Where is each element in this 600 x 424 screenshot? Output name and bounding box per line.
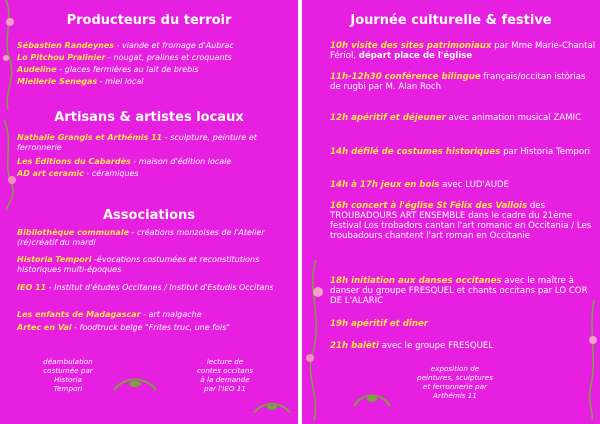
note-line: contes occitans [197, 366, 253, 375]
event-title: conférence bilingue [381, 72, 481, 82]
producer-name: Audeline [17, 65, 57, 74]
event-detail: avec le maître à danser du groupe FRESQUEL et chants occitans par LO COR DE L'ALARIC [330, 276, 588, 306]
list-item [17, 157, 297, 167]
list-item [17, 169, 297, 179]
event-time: 14h à 17h [330, 180, 378, 190]
association-desc: - Institut d'études Occitanes / Institut d'Estudis Occitans [46, 283, 274, 292]
event-time: 16h [330, 201, 349, 211]
association-name: Les enfants de Madagascar [17, 310, 141, 319]
note-line: peintures, sculptures [417, 373, 493, 382]
list-item [17, 310, 297, 320]
artisan-name: Nathalie Grangis et Arthémis 11 [17, 133, 163, 142]
event-time: 18h [330, 276, 349, 286]
artisans-heading: Artisans & artistes locaux [54, 110, 244, 125]
event-time: 21h [330, 341, 349, 351]
event-item [330, 276, 598, 306]
list-item [17, 53, 297, 63]
event-detail: avec animation musical ZAMIC [445, 113, 582, 123]
note-line: Arthémis 11 [433, 391, 477, 400]
association-name: Artec en Val [17, 323, 72, 332]
journee-heading: Journée culturelle & festive [350, 13, 552, 28]
note-line: et ferronnerie par [423, 382, 487, 391]
event-item [330, 201, 598, 241]
event-time: 10h [330, 41, 349, 51]
association-name: IEO 11 [17, 283, 47, 292]
event-detail: avec LUD'AUDE [439, 180, 510, 190]
event-detail: par Historia Tempori [500, 147, 591, 157]
producer-name: Lo Pitchou Pralinier [17, 53, 106, 62]
artisan-desc: - céramiques [83, 169, 139, 178]
event-time: 11h-12h30 [330, 72, 382, 82]
event-item [330, 180, 598, 190]
leaf-ornament-icon [112, 372, 158, 394]
note-line: Tempori [53, 384, 83, 393]
event-item [330, 113, 598, 123]
note-line: Historia [54, 375, 82, 384]
event-title: défilé de costumes historiques [348, 147, 501, 157]
list-item [17, 323, 297, 333]
event-detail: français/occitan istòrias de rugbi par M. Alan Roch [330, 72, 586, 92]
event-title: apéritif et dîner [348, 319, 429, 329]
event-item [330, 319, 598, 329]
event-detail: avec le groupe FRESQUEL [378, 341, 494, 351]
list-item [17, 133, 279, 153]
association-desc: - foodtruck belge "Frites truc, une fois" [71, 323, 230, 332]
lecture-note [180, 357, 270, 393]
association-desc: - art malgache [140, 310, 202, 319]
association-name: Bibliothèque communale [17, 228, 129, 237]
note-line: déambulation [43, 357, 93, 366]
deambulation-note [28, 357, 108, 393]
event-detail: des TROUBADOURS ART ENSEMBLE dans le cadre du 21ème festival Los trobadors cantan l'art romanic en Occitania / Les troubadours chantent l'art roman en Occitanie [330, 201, 592, 241]
event-time: 19h [330, 319, 349, 329]
list-item [17, 41, 297, 51]
floral-ornament-icon [302, 260, 328, 420]
note-line: lecture de [206, 357, 244, 366]
list-item [17, 255, 289, 275]
note-line: exposition de [430, 364, 480, 373]
artisan-name: Les Éditions du Cabardès [17, 157, 131, 166]
leaf-ornament-icon [252, 395, 292, 417]
event-title: initiation aux danses occitanes [348, 276, 502, 286]
note-line: costumée par [43, 366, 93, 375]
producer-desc: - viande et fromage d'Aubrac [114, 41, 234, 50]
event-title: concert à l'église St Félix des Vallois [348, 201, 528, 211]
producteurs-heading: Producteurs du terroir [66, 13, 232, 28]
list-item [17, 65, 297, 75]
event-time: 14h [330, 147, 349, 157]
event-item [330, 72, 598, 92]
floral-ornament-icon [0, 0, 20, 110]
associations-heading: Associations [103, 208, 195, 223]
floral-ornament-icon [586, 300, 600, 420]
event-item [330, 41, 598, 61]
event-title: visite des sites patrimoniaux [348, 41, 492, 51]
producer-desc: - nougat, pralines et croquants [105, 53, 232, 62]
leaf-ornament-icon [352, 386, 392, 410]
note-line: à la demande [200, 375, 250, 384]
event-item [330, 147, 598, 157]
event-item [330, 341, 598, 351]
event-title: balèti [348, 341, 379, 351]
producer-name: Sébastien Randeynes [17, 41, 115, 50]
artisan-name: AD art ceramic [17, 169, 84, 178]
association-name: Historia Tempori [17, 255, 92, 264]
event-title: apéritif et déjeuner [348, 113, 446, 123]
event-detail-bold: départ place de l'église [358, 51, 473, 61]
list-item [17, 283, 289, 293]
producer-desc: - miel local [97, 77, 144, 86]
exposition-note [400, 364, 510, 400]
list-item [17, 77, 297, 87]
floral-ornament-icon [0, 120, 22, 210]
producer-name: Miellerie Senegas [17, 77, 98, 86]
note-line: par l'IEO 11 [204, 384, 246, 393]
artisan-desc: - sculpture, peinture et ferronnerie [17, 133, 257, 152]
event-title: jeux en bois [377, 180, 440, 190]
event-time: 12h [330, 113, 349, 123]
event-detail: par Mme Marie-Chantal Fériol, [330, 41, 596, 61]
association-desc: -évocations costumées et reconstitutions historiques multi-époques [17, 255, 260, 274]
association-desc: - créations monzoises de l'Atelier (ré)créatif du mardi [17, 228, 265, 247]
list-item [17, 228, 289, 248]
producer-desc: - glaces fermières au lait de brebis [56, 65, 199, 74]
artisan-desc: - maison d'édition locale [130, 157, 232, 166]
